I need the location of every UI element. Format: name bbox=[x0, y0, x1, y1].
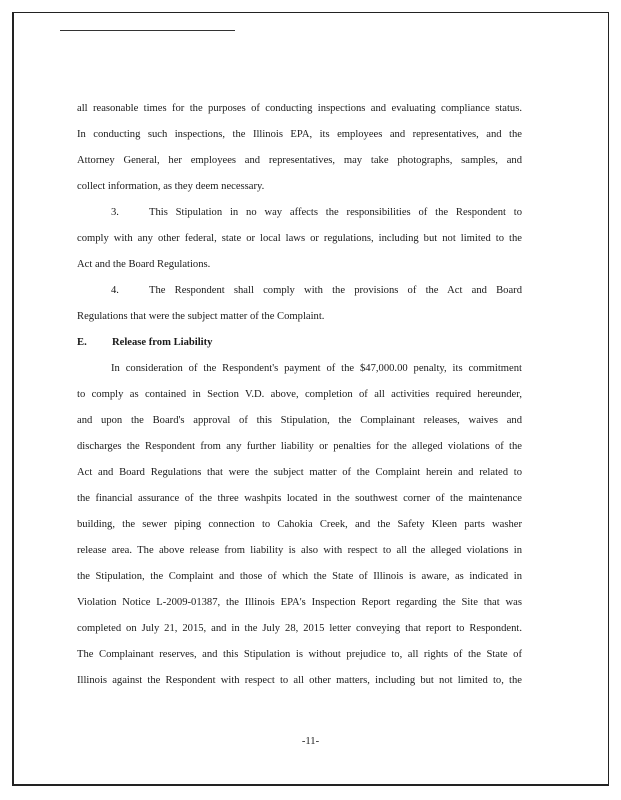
text-line: Attorney General, her employees and representatives, may take photographs, samples, and bbox=[77, 155, 522, 166]
section-heading bbox=[77, 330, 522, 356]
item-number: 4. bbox=[111, 285, 119, 296]
text-line: Illinois against the Respondent with respect to all other matters, including but not limited to, the bbox=[77, 675, 522, 686]
text-line bbox=[77, 278, 522, 304]
text-line: completed on July 21, 2015, and in the July 28, 2015 letter conveying that report to Respondent. bbox=[77, 623, 522, 634]
item-text: The Respondent shall comply with the provisions of the Act and Board bbox=[149, 285, 522, 296]
text-line: In consideration of the Respondent's payment of the $47,000.00 penalty, its commitment bbox=[111, 363, 522, 374]
text-line: Regulations that were the subject matter of the Complaint. bbox=[77, 311, 325, 322]
text-line bbox=[77, 200, 522, 226]
text-line: the financial assurance of the three washpits located in the southwest corner of the maintenance bbox=[77, 493, 522, 504]
item-text: This Stipulation in no way affects the responsibilities of the Respondent to bbox=[149, 207, 522, 218]
text-line: comply with any other federal, state or local laws or regulations, including but not limited to the bbox=[77, 233, 522, 244]
page-number: -11- bbox=[301, 736, 320, 747]
text-line: Act and Board Regulations that were the subject matter of the Complaint herein and related to bbox=[77, 467, 522, 478]
text-line: collect information, as they deem necessary. bbox=[77, 181, 265, 192]
paragraph-item-3 bbox=[77, 200, 522, 278]
text-line: Act and the Board Regulations. bbox=[77, 259, 211, 270]
text-line: Violation Notice L-2009-01387, the Illinois EPA's Inspection Report regarding the Site that was bbox=[77, 597, 522, 608]
text-line: to comply as contained in Section V.D. above, completion of all activities required hereunder, bbox=[77, 389, 522, 400]
text-line: In conducting such inspections, the Illinois EPA, its employees and representatives, and the bbox=[77, 129, 522, 140]
text-line: release area. The above release from liability is also with respect to all the alleged violations in bbox=[77, 545, 522, 556]
paragraph-release bbox=[77, 356, 522, 694]
document-body bbox=[77, 96, 522, 694]
text-line: The Complainant reserves, and this Stipulation is without prejudice to, all rights of the State of bbox=[77, 649, 522, 660]
section-title: Release from Liability bbox=[112, 337, 213, 348]
text-line: discharges the Respondent from any further liability or penalties for the alleged violations of the bbox=[77, 441, 522, 452]
section-letter: E. bbox=[77, 337, 87, 348]
text-line: the Stipulation, the Complaint and those of which the State of Illinois is aware, as indicated in bbox=[77, 571, 522, 582]
paragraph-inspections bbox=[77, 96, 522, 200]
paragraph-item-4 bbox=[77, 278, 522, 330]
item-number: 3. bbox=[111, 207, 119, 218]
text-line: and upon the Board's approval of this Stipulation, the Complainant releases, waives and bbox=[77, 415, 522, 426]
text-line: all reasonable times for the purposes of conducting inspections and evaluating compliance status. bbox=[77, 103, 522, 114]
text-line: building, the sewer piping connection to Cahokia Creek, and the Safety Kleen parts washer bbox=[77, 519, 522, 530]
header-rule bbox=[60, 30, 235, 31]
